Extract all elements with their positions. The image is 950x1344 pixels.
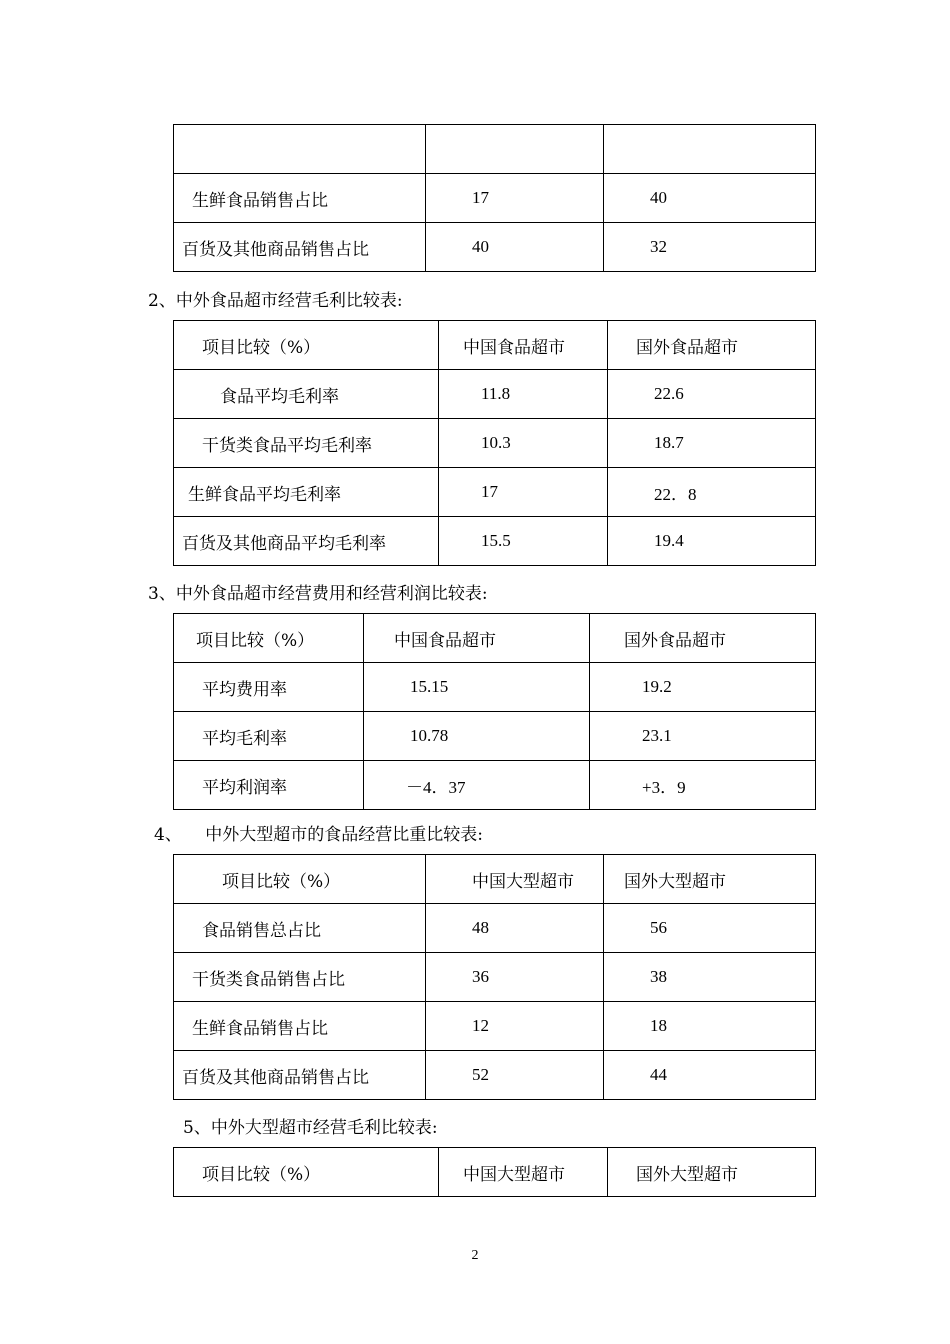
section-heading-2: 2、中外食品超市经营毛利比较表: bbox=[148, 291, 403, 311]
table-row bbox=[174, 125, 816, 174]
china-value: 40 bbox=[426, 223, 604, 272]
foreign-value: 38 bbox=[604, 953, 816, 1002]
page-number: 2 bbox=[471, 1248, 479, 1263]
table-header-row bbox=[174, 1148, 816, 1197]
table-header-row bbox=[174, 321, 816, 370]
row-label: 食品平均毛利率 bbox=[174, 370, 439, 419]
china-value: 15.15 bbox=[364, 663, 590, 712]
china-value: 11.8 bbox=[439, 370, 608, 419]
row-label: 百货及其他商品平均毛利率 bbox=[174, 517, 439, 566]
china-value: 52 bbox=[426, 1051, 604, 1100]
table-row bbox=[174, 174, 816, 223]
row-label: 生鲜食品平均毛利率 bbox=[174, 468, 439, 517]
column-header-item: 项目比较（%） bbox=[174, 614, 364, 663]
table-row bbox=[174, 419, 816, 468]
column-header-china: 中国大型超市 bbox=[426, 855, 604, 904]
row-label: 百货及其他商品销售占比 bbox=[174, 1051, 426, 1100]
table-row bbox=[174, 517, 816, 566]
table-food-supermarket-expense-profit bbox=[173, 613, 816, 810]
table-row bbox=[174, 712, 816, 761]
column-header-china: 中国食品超市 bbox=[439, 321, 608, 370]
column-header-china: 中国大型超市 bbox=[439, 1148, 608, 1197]
row-label: 平均费用率 bbox=[174, 663, 364, 712]
row-label: 百货及其他商品销售占比 bbox=[174, 223, 426, 272]
section-heading-4-number: 4、 bbox=[154, 825, 182, 845]
table-row bbox=[174, 1051, 816, 1100]
foreign-value: 44 bbox=[604, 1051, 816, 1100]
foreign-value: +3．9 bbox=[590, 761, 816, 810]
row-label: 食品销售总占比 bbox=[174, 904, 426, 953]
china-value: －4．37 bbox=[364, 761, 590, 810]
row-label: 生鲜食品销售占比 bbox=[174, 1002, 426, 1051]
column-header-foreign: 国外大型超市 bbox=[608, 1148, 816, 1197]
table-row bbox=[174, 468, 816, 517]
row-label: 平均利润率 bbox=[174, 761, 364, 810]
table-row bbox=[174, 370, 816, 419]
foreign-value: 18.7 bbox=[608, 419, 816, 468]
foreign-value: 19.4 bbox=[608, 517, 816, 566]
table-cell bbox=[174, 125, 426, 174]
table-food-sales-share-continued bbox=[173, 124, 816, 272]
china-value: 12 bbox=[426, 1002, 604, 1051]
table-hypermarket-gross-margin bbox=[173, 1147, 816, 1197]
column-header-item: 项目比较（%） bbox=[174, 321, 439, 370]
section-heading-4 bbox=[154, 820, 483, 845]
china-value: 10.3 bbox=[439, 419, 608, 468]
row-label: 生鲜食品销售占比 bbox=[174, 174, 426, 223]
column-header-foreign: 国外食品超市 bbox=[590, 614, 816, 663]
column-header-item: 项目比较（%） bbox=[174, 855, 426, 904]
table-row bbox=[174, 663, 816, 712]
section-heading-4-text: 中外大型超市的食品经营比重比较表: bbox=[205, 825, 483, 845]
table-row bbox=[174, 223, 816, 272]
column-header-foreign: 国外食品超市 bbox=[608, 321, 816, 370]
china-value: 17 bbox=[426, 174, 604, 223]
table-food-supermarket-gross-margin bbox=[173, 320, 816, 566]
foreign-value: 56 bbox=[604, 904, 816, 953]
table-row bbox=[174, 953, 816, 1002]
column-header-foreign: 国外大型超市 bbox=[604, 855, 816, 904]
foreign-value: 40 bbox=[604, 174, 816, 223]
row-label: 干货类食品销售占比 bbox=[174, 953, 426, 1002]
foreign-value: 18 bbox=[604, 1002, 816, 1051]
table-row bbox=[174, 904, 816, 953]
foreign-value: 22.6 bbox=[608, 370, 816, 419]
table-header-row bbox=[174, 614, 816, 663]
china-value: 10.78 bbox=[364, 712, 590, 761]
section-heading-5: 5、中外大型超市经营毛利比较表: bbox=[183, 1118, 438, 1138]
china-value: 48 bbox=[426, 904, 604, 953]
foreign-value: 22．8 bbox=[608, 468, 816, 517]
column-header-item: 项目比较（%） bbox=[174, 1148, 439, 1197]
foreign-value: 19.2 bbox=[590, 663, 816, 712]
china-value: 17 bbox=[439, 468, 608, 517]
table-row bbox=[174, 1002, 816, 1051]
table-cell bbox=[604, 125, 816, 174]
china-value: 36 bbox=[426, 953, 604, 1002]
row-label: 平均毛利率 bbox=[174, 712, 364, 761]
table-header-row bbox=[174, 855, 816, 904]
row-label: 干货类食品平均毛利率 bbox=[174, 419, 439, 468]
column-header-china: 中国食品超市 bbox=[364, 614, 590, 663]
section-heading-3: 3、中外食品超市经营费用和经营利润比较表: bbox=[148, 584, 488, 604]
table-hypermarket-food-share bbox=[173, 854, 816, 1100]
table-row bbox=[174, 761, 816, 810]
china-value: 15.5 bbox=[439, 517, 608, 566]
foreign-value: 23.1 bbox=[590, 712, 816, 761]
foreign-value: 32 bbox=[604, 223, 816, 272]
table-cell bbox=[426, 125, 604, 174]
